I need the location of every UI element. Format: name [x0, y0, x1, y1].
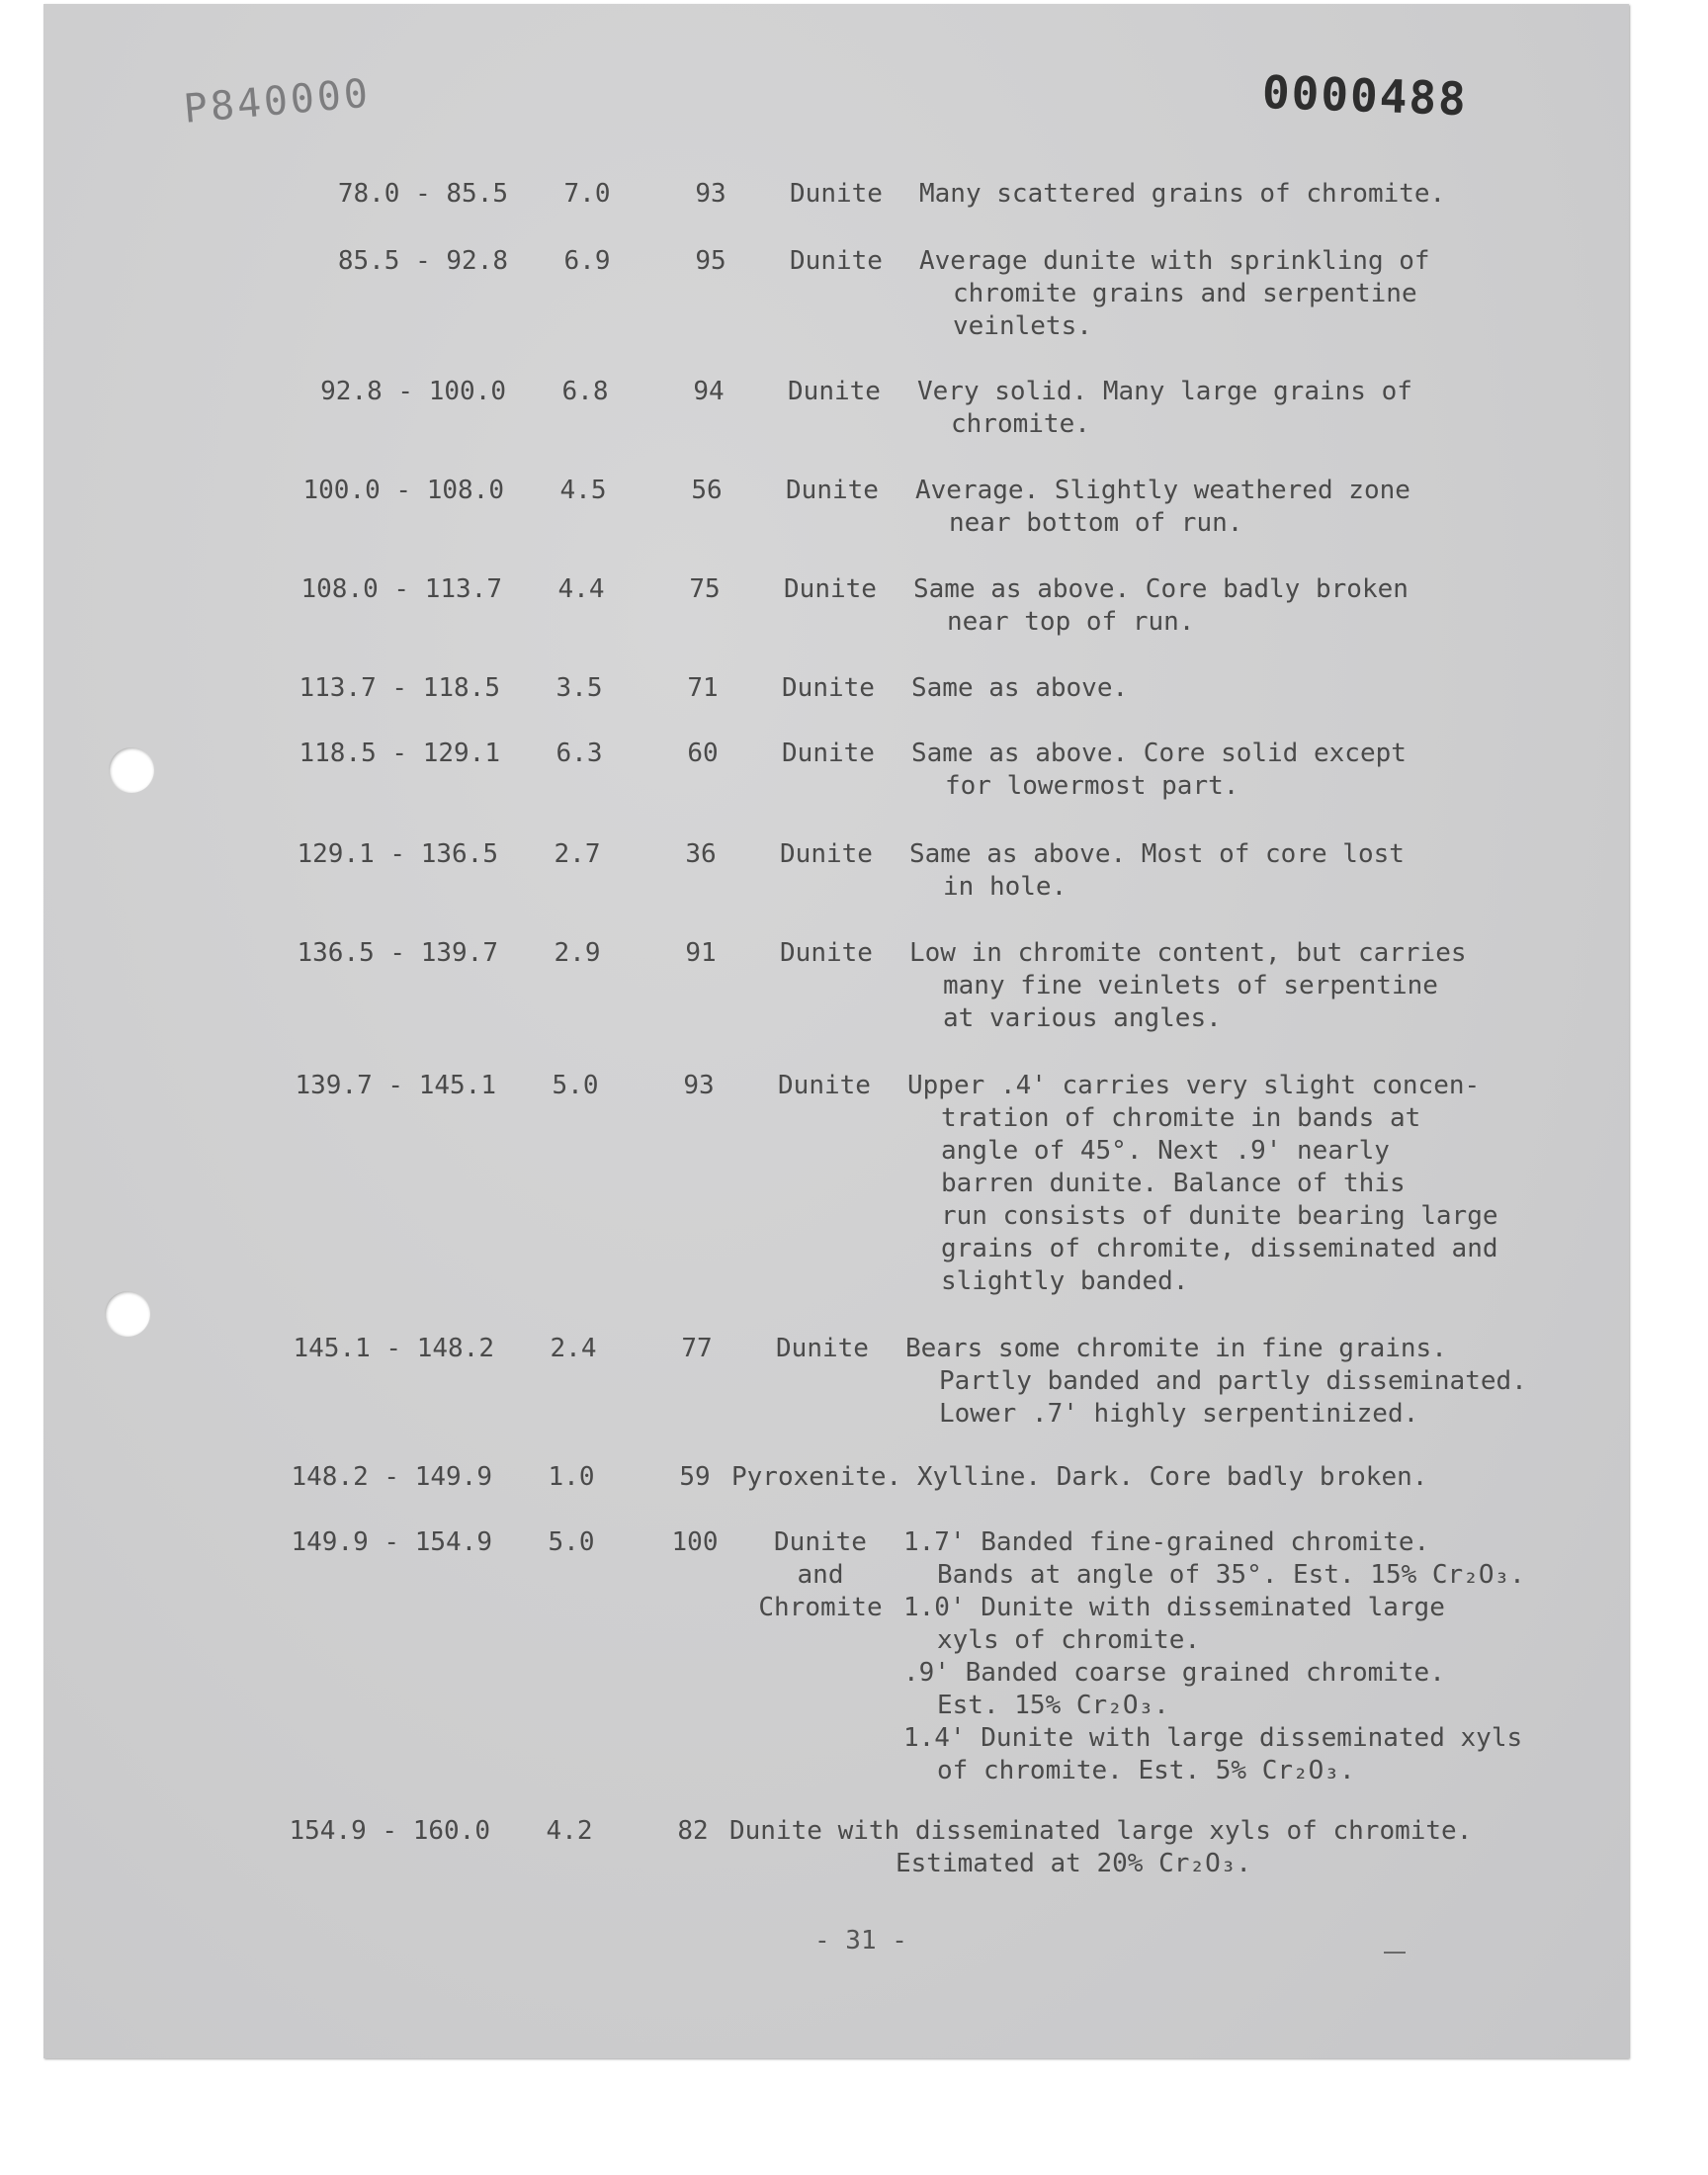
rock-type-cell: [735, 1070, 913, 1102]
rock-type-line: Dunite: [782, 673, 875, 703]
description-cell: [915, 475, 1410, 540]
rock-type-cell: [745, 376, 923, 408]
description-line: Pyroxenite. Xylline. Dark. Core badly broken.: [731, 1462, 1428, 1492]
description-line: veinlets.: [953, 311, 1092, 341]
stamp-right-number: 0000488: [1261, 65, 1469, 127]
percent-recovery-cell: 60: [687, 739, 719, 768]
interval-cell: 113.7 - 118.5: [299, 673, 500, 703]
margin-mark: [1384, 1952, 1406, 1954]
percent-recovery-cell: 95: [695, 246, 726, 276]
description-line: Estimated at 20% Cr₂O₃.: [896, 1849, 1252, 1878]
description-line: slightly banded.: [941, 1266, 1189, 1296]
description-line: Low in chromite content, but carries: [909, 938, 1467, 968]
description-line: of chromite. Est. 5% Cr₂O₃.: [937, 1756, 1355, 1785]
rock-type-cell: [737, 937, 915, 970]
rock-type-line: Dunite: [780, 839, 873, 869]
feet-recovered-cell: 6.9: [563, 246, 611, 276]
description-line: Same as above. Core badly broken: [913, 574, 1409, 604]
rock-type-line: and: [797, 1560, 844, 1590]
interval-cell: 92.8 - 100.0: [320, 377, 506, 406]
description-cell: [911, 672, 1128, 705]
page-number: - 31 -: [814, 1926, 907, 1956]
description-line: tration of chromite in bands at: [941, 1103, 1421, 1133]
interval-cell: 129.1 - 136.5: [297, 839, 498, 869]
description-line: in hole.: [943, 872, 1068, 902]
interval-cell: 118.5 - 129.1: [299, 739, 500, 768]
feet-recovered-cell: 1.0: [548, 1462, 595, 1492]
description-cell: [905, 1333, 1527, 1431]
feet-recovered-cell: 6.8: [561, 377, 609, 406]
description-cell: [907, 1070, 1498, 1298]
description-line: Same as above.: [911, 673, 1129, 703]
feet-recovered-cell: 4.5: [559, 476, 607, 505]
feet-recovered-cell: 2.4: [550, 1334, 597, 1363]
interval-cell: 149.9 - 154.9: [291, 1527, 492, 1557]
description-line: run consists of dunite bearing large: [941, 1201, 1498, 1231]
description-line: Bears some chromite in fine grains.: [905, 1334, 1447, 1363]
rock-type-cell: [733, 1333, 911, 1365]
percent-recovery-cell: 93: [683, 1071, 715, 1100]
description-line: .9' Banded coarse grained chromite.: [903, 1658, 1445, 1688]
feet-recovered-cell: 6.3: [555, 739, 603, 768]
rock-type-cell: [743, 475, 921, 507]
interval-cell: 154.9 - 160.0: [289, 1816, 490, 1846]
rock-type-line: Dunite: [788, 377, 881, 406]
description-line: 1.4' Dunite with large disseminated xyls: [903, 1723, 1523, 1753]
rock-type-cell: [741, 573, 919, 606]
rock-type-line: Dunite: [784, 574, 877, 604]
percent-recovery-cell: 100: [671, 1527, 719, 1557]
description-line: grains of chromite, disseminated and: [941, 1234, 1498, 1263]
description-line: at various angles.: [943, 1003, 1222, 1033]
description-cell: [917, 376, 1412, 441]
percent-recovery-cell: 56: [691, 476, 723, 505]
rock-type-line: Dunite: [778, 1071, 871, 1100]
description-line: Upper .4' carries very slight concen-: [907, 1071, 1481, 1100]
rock-type-cell: [739, 672, 917, 705]
percent-recovery-cell: 94: [693, 377, 725, 406]
feet-recovered-cell: 2.9: [554, 938, 601, 968]
description-cell: [919, 245, 1430, 343]
percent-recovery-cell: 36: [685, 839, 717, 869]
rock-type-line: Dunite: [786, 476, 879, 505]
percent-recovery-cell: 59: [679, 1462, 711, 1492]
description-line: barren dunite. Balance of this: [941, 1169, 1406, 1198]
interval-cell: 85.5 - 92.8: [337, 246, 508, 276]
percent-recovery-cell: 82: [677, 1816, 709, 1846]
punch-hole-lower: [105, 1291, 150, 1337]
percent-recovery-cell: 75: [689, 574, 721, 604]
description-line: Est. 15% Cr₂O₃.: [937, 1691, 1169, 1720]
description-line: Lower .7' highly serpentinized.: [939, 1399, 1419, 1429]
percent-recovery-cell: 71: [687, 673, 719, 703]
rock-type-line: Dunite: [790, 246, 883, 276]
rock-type-line: Dunite: [774, 1527, 867, 1557]
description-line: Same as above. Core solid except: [911, 739, 1407, 768]
description-line: angle of 45°. Next .9' nearly: [941, 1136, 1390, 1166]
description-line: Many scattered grains of chromite.: [919, 179, 1446, 209]
interval-cell: 145.1 - 148.2: [293, 1334, 494, 1363]
description-cell: [903, 1526, 1525, 1787]
description-line: Partly banded and partly disseminated.: [939, 1366, 1527, 1396]
description-cell: [729, 1815, 1472, 1880]
description-line: Same as above. Most of core lost: [909, 839, 1405, 869]
percent-recovery-cell: 91: [685, 938, 717, 968]
rock-type-line: Chromite: [758, 1593, 883, 1622]
description-line: near bottom of run.: [949, 508, 1243, 538]
description-cell: [911, 738, 1407, 803]
description-line: Average. Slightly weathered zone: [915, 476, 1410, 505]
percent-recovery-cell: 93: [695, 179, 726, 209]
description-line: 1.7' Banded fine-grained chromite.: [903, 1527, 1430, 1557]
description-line: chromite.: [951, 409, 1090, 439]
description-line: Average dunite with sprinkling of: [919, 246, 1430, 276]
description-line: 1.0' Dunite with disseminated large: [903, 1593, 1445, 1622]
interval-cell: 136.5 - 139.7: [297, 938, 498, 968]
stamp-left-number: P840000: [182, 70, 373, 132]
description-cell: [913, 573, 1409, 639]
description-line: Very solid. Many large grains of: [917, 377, 1412, 406]
rock-type-cell: [739, 738, 917, 770]
interval-cell: 108.0 - 113.7: [300, 574, 502, 604]
interval-cell: 148.2 - 149.9: [291, 1462, 492, 1492]
interval-cell: 139.7 - 145.1: [295, 1071, 496, 1100]
description-line: many fine veinlets of serpentine: [943, 971, 1438, 1000]
feet-recovered-cell: 4.2: [546, 1816, 593, 1846]
description-cell: [731, 1461, 1427, 1494]
punch-hole-upper: [109, 747, 154, 793]
description-line: for lowermost part.: [945, 771, 1239, 801]
feet-recovered-cell: 3.5: [555, 673, 603, 703]
description-cell: [919, 178, 1445, 211]
percent-recovery-cell: 77: [681, 1334, 713, 1363]
feet-recovered-cell: 2.7: [554, 839, 601, 869]
feet-recovered-cell: 5.0: [548, 1527, 595, 1557]
feet-recovered-cell: 7.0: [563, 179, 611, 209]
interval-cell: 100.0 - 108.0: [302, 476, 504, 505]
rock-type-line: Dunite: [782, 739, 875, 768]
rock-type-line: Dunite: [780, 938, 873, 968]
description-cell: [909, 838, 1405, 904]
rock-type-cell: [731, 1526, 909, 1624]
description-line: Dunite with disseminated large xyls of chromite.: [729, 1816, 1473, 1846]
rock-type-line: Dunite: [776, 1334, 869, 1363]
interval-cell: 78.0 - 85.5: [337, 179, 508, 209]
description-line: xyls of chromite.: [937, 1625, 1201, 1655]
rock-type-cell: [747, 245, 925, 278]
feet-recovered-cell: 5.0: [552, 1071, 599, 1100]
description-line: Bands at angle of 35°. Est. 15% Cr₂O₃.: [937, 1560, 1525, 1590]
rock-type-cell: [737, 838, 915, 871]
rock-type-line: Dunite: [790, 179, 883, 209]
description-line: chromite grains and serpentine: [953, 279, 1417, 308]
rock-type-cell: [747, 178, 925, 211]
description-line: near top of run.: [947, 607, 1195, 637]
document-page: [43, 4, 1629, 2058]
description-cell: [909, 937, 1467, 1035]
feet-recovered-cell: 4.4: [557, 574, 605, 604]
